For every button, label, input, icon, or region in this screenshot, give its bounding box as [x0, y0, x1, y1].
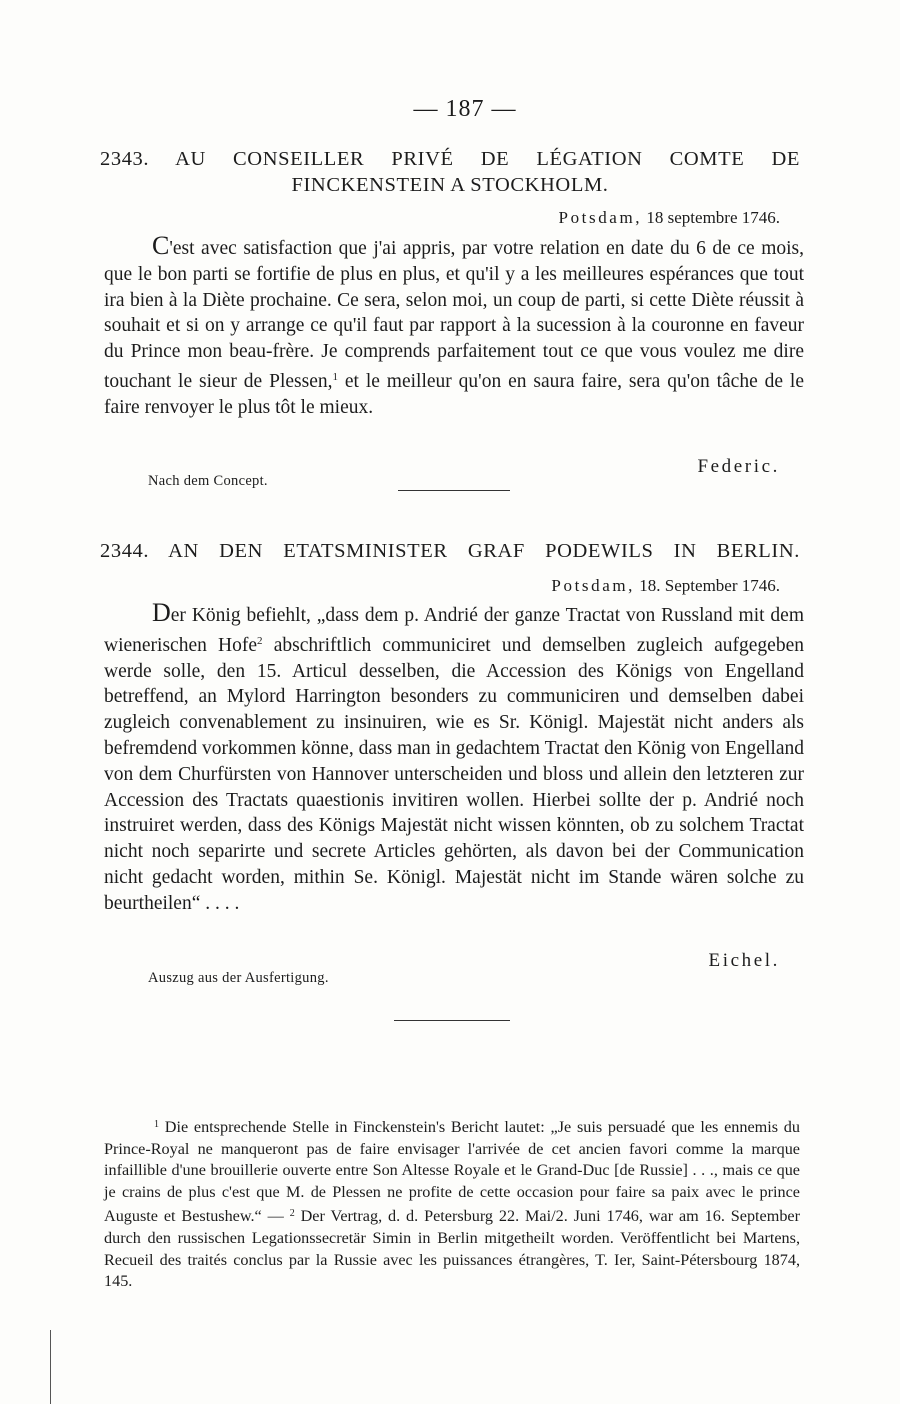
- doc-2343-heading: [100, 146, 800, 198]
- footnote-2-mark: 2: [289, 1208, 295, 1220]
- footnote-2-text: Der Vertrag, d. d. Petersburg 22. Mai/2. Juni 1746, war am 16. September durch den russischen Legationssecretär Simin in Berlin mitgetheilt worden. Veröffentlicht bei Martens, Recueil des traités conclus par la Russie avec les puissances étrangères, T. Ier, Saint-Pétersbourg 1874, 145.: [104, 1207, 800, 1291]
- doc-2344-number: 2344.: [100, 540, 150, 562]
- section-divider: [398, 490, 510, 491]
- doc-2343-signature: Federic.: [697, 456, 780, 477]
- footnote-1-mark: 1: [154, 1119, 159, 1130]
- footnotes: [104, 1114, 800, 1293]
- doc-2344-date: 18. September 1746.: [639, 576, 780, 595]
- doc-2344-dateline: [551, 576, 780, 596]
- page-number: — 187 —: [413, 96, 517, 122]
- doc-2343-footnote-ref: 1: [332, 370, 338, 383]
- doc-2344-source: Auszug aus der Ausfertigung.: [148, 970, 329, 986]
- scan-edge-mark: [50, 1330, 51, 1404]
- doc-2344-heading: [100, 538, 800, 564]
- doc-2343-place: Potsdam,: [558, 208, 643, 227]
- doc-2343-body: [104, 233, 804, 421]
- doc-2344-initial: D: [152, 598, 171, 627]
- section-divider: [394, 1020, 510, 1021]
- doc-2344-body: [104, 600, 804, 917]
- doc-2344-body-b: abschriftlich communiciret und demselben zugleich aufgegeben werde solle, den 15. Articul desselben, die Accession des Königs von Engelland betreffend, an Mylord Harrington besonders zu communiciren und demselben dabei zugleich convenablement zu insinuiren, wie es Sr. Königl. Majestät nicht anders als befremdend vorkommen könne, dass man in gedachtem Tractat den König von Engelland von dem Churfürsten von Hannover unterscheiden und bloss und allein den letzteren zur Accession des Tractats quaestionis invitiren wollen. Hierbei sollte der p. Andrié noch instruiret werden, dass des Königs Majestät nicht wissen könnten, ob zu solchem Tractat nicht noch separirte und secrete Articles gehörten, als davon bei der Communication nicht gedacht worden, mithin Se. Königl. Majestät nicht im Stande wären solche zu beurtheilen“ . . . .: [104, 634, 804, 914]
- doc-2343-source: Nach dem Concept.: [148, 473, 268, 489]
- doc-2344-place: Potsdam,: [551, 576, 636, 595]
- doc-2344-signature: Eichel.: [708, 950, 780, 971]
- doc-2343-date: 18 septembre 1746.: [646, 208, 780, 227]
- footnote-1-text: Die entsprechende Stelle in Finckenstein's Bericht lautet: „Je suis persuadé que les ennemis du Prince-Royal ne manqueront pas de faire envisager l'arrivée de cet ancien favori comme la marque infaillible d'une brouillerie ouverte entre Son Altesse Royale et le Grand-Duc [de Russie] . . ., mais ce que je crains de plus c'est que M. de Plessen ne profite de cette occasion pour faire sa paix avec le prince Auguste et Bestushew.“ —: [104, 1118, 800, 1226]
- doc-2343-body-b: et le meilleur qu'on en saura faire, sera qu'on tâche de le faire renvoyer le plus tôt le mieux.: [104, 370, 804, 418]
- doc-2343-heading-line1: AU CONSEILLER PRIVÉ DE LÉGATION COMTE DE: [175, 148, 800, 170]
- doc-2343-number: 2343.: [100, 148, 150, 170]
- doc-2344-heading-text: AN DEN ETATSMINISTER GRAF PODEWILS IN BERLIN.: [168, 540, 800, 562]
- doc-2344-footnote-ref: 2: [257, 634, 263, 647]
- doc-2343-initial: C: [152, 231, 170, 260]
- doc-2344-body-a: er König befiehlt, „dass dem p. Andrié der ganze Tractat von Russland mit dem wienerischen Hofe: [104, 605, 804, 656]
- doc-2343-heading-line2: FINCKENSTEIN A STOCKHOLM.: [291, 174, 609, 196]
- doc-2343-body-a: 'est avec satisfaction que j'ai appris, par votre relation en date du 6 de ce mois, que le bon parti se fortifie de plus en plus, et qu'il y a les meilleures espérances que tout ira bien à la Diète prochaine. Ce sera, selon moi, un coup de parti, si cette Diète réussit à souhait et si on y arrange ce qu'il faut par rapport à la sucession à la couronne en faveur du Prince mon beau-frère. Je comprends parfaitement tout ce que vous voulez me dire touchant le sieur de Plessen,: [104, 238, 804, 392]
- doc-2343-dateline: [559, 208, 780, 228]
